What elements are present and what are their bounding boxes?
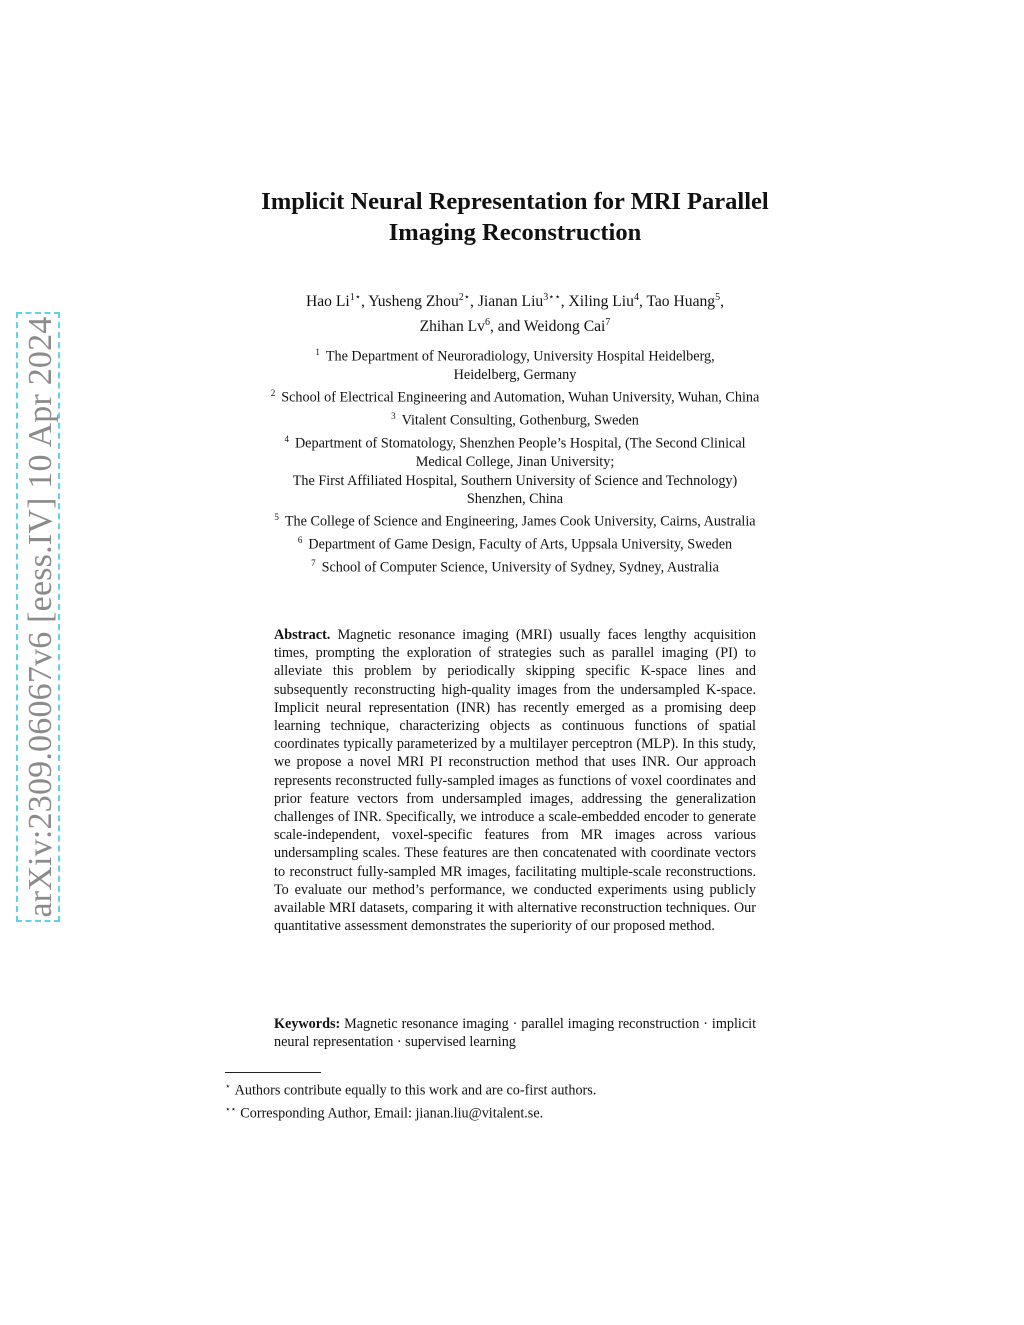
keywords — [274, 1015, 756, 1051]
author: Tao Huang$^5$ — [646, 292, 721, 311]
author: Jianan Liu$^{3⋆⋆}$ — [477, 292, 561, 311]
title-line-1: Implicit Neural Representation for MRI Parallel — [261, 188, 769, 215]
author: Hao $Li^{1⋆}$ — [305, 292, 361, 311]
author: Xiling Liu$^4$ — [568, 292, 639, 311]
affiliation-2: $^2$ School of Electrical Engineering and Automation, Wuhan University, Wuhan, China — [270, 388, 760, 407]
affiliation-6: $^6$ Department of Game Design, Faculty of Arts, Uppsala University, Sweden — [297, 535, 733, 554]
author: Weidong Cai$^7$ — [523, 317, 611, 336]
abstract — [274, 626, 756, 935]
affiliation-1: $^1$ The Department of Neuroradiology, University Hospital Heidelberg, — [315, 347, 715, 365]
affiliation-4-cont-3: Shenzhen, China — [466, 491, 564, 508]
keywords-text: Magnetic resonance imaging · parallel imaging reconstruction · implicit neural representation · supervised learning — [274, 1016, 757, 1051]
paper-title — [190, 186, 840, 248]
author: Zhihan Lv$^6$ — [419, 317, 490, 336]
arxiv-stamp[interactable]: arXiv:2309.06067v6 [eess.IV] 10 Apr 2024 — [22, 316, 59, 918]
affiliation-5: $^5$ The College of Science and Engineering, James Cook University, Cairns, Australia — [274, 512, 756, 531]
affiliation-4-cont-1: Medical College, Jinan University; — [415, 454, 615, 471]
affiliation-1-cont: Heidelberg, Germany — [453, 367, 577, 384]
abstract-text: Magnetic resonance imaging (MRI) usually faces lengthy acquisition times, prompting the exploration of strategies such as parallel imaging (PI) to alleviate this problem by periodically skipping specific K-space lines and subsequently reconstructing high-quality images from the undersampled K-space. Implicit neural representation (INR) has recently emerged as a promising deep learning technique, characterizing objects as continuous functions of spatial coordinates typically parameterized by a multilayer perceptron (MLP). In this study, we propose a novel MRI PI reconstruction method that uses INR. Our approach represents reconstructed fully-sampled images as functions of voxel coordinates and prior feature vectors from undersampled images, addressing the generalization challenges of INR. Specifically, we introduce a scale-embedded encoder to generate scale-independent, voxel-specific features from MR images across various undersampling scales. These features are then concatenated with coordinate vectors to reconstruct fully-sampled MR images, facilitating multiple-scale reconstructions. To evaluate our method’s performance, we conducted experiments using publicly available MRI datasets, comparing it with alternative reconstruction techniques. Our quantitative assessment demonstrates the superiority of our proposed method. — [274, 627, 756, 935]
keywords-label: Keywords: — [274, 1016, 341, 1032]
affiliation-4: $^4$ Department of Stomatology, Shenzhen People’s Hospital, (The Second Clinical — [284, 434, 746, 453]
title-line-2: Imaging Reconstruction — [388, 219, 642, 246]
affiliation-3: $^3$ Vitalent Consulting, Gothenburg, Sweden — [391, 411, 639, 430]
author-list: Hao $Li^{1⋆}$, Yusheng Zhou$^{2⋆}$, Jianan Liu$^{3⋆⋆}$, Xiling Liu$^4$, Tao Huang$^5$, Zhihan Lv$^6$, and Weidong Cai$^7$ — [305, 292, 724, 336]
affiliation-list — [190, 343, 840, 577]
footnote-co-first: ⋆ Authors contribute equally to this work and are co-first authors. — [225, 1081, 597, 1099]
footnotes — [225, 1077, 825, 1123]
affiliation-4-cont-2: The First Affiliated Hospital, Southern University of Science and Technology) — [292, 472, 738, 489]
affiliation-7: $^7$ School of Computer Science, University of Sydney, Sydney, Australia — [311, 558, 719, 577]
footnote-rule — [225, 1072, 321, 1073]
abstract-label: Abstract. — [274, 627, 331, 643]
author: Yusheng Zhou$^{2⋆}$ — [368, 292, 471, 311]
footnote-corresponding: ⋆⋆ Corresponding Author, Email: jianan.liu@vitalent.se. — [225, 1104, 544, 1122]
